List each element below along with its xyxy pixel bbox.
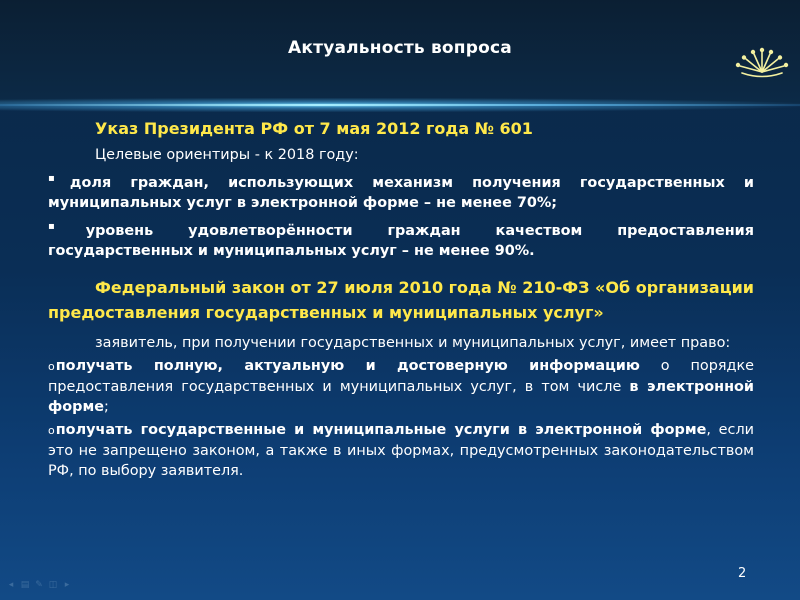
rights-item-bold: получать полную, актуальную и достоверную информацию: [55, 357, 640, 374]
options-icon[interactable]: ◫: [48, 580, 58, 590]
rights-item-text: о порядке предоставления государственных и муниципальных услуг, в том числе: [48, 357, 754, 395]
pen-icon[interactable]: ✎: [35, 580, 43, 590]
header-divider: [0, 104, 800, 106]
rights-item-text: ;: [104, 398, 109, 415]
page-number: 2: [738, 566, 747, 581]
logo-icon: [734, 42, 790, 82]
prev-slide-icon[interactable]: ◂: [8, 580, 14, 590]
bullet-square-icon: ▪: [48, 173, 69, 184]
bullet-text: доля граждан, использующих механизм получения государственных и муниципальных услуг в электронной форме – не менее 70%;: [48, 174, 755, 211]
slide-title: Актуальность вопроса: [288, 38, 512, 58]
rights-item: [48, 356, 754, 417]
applicant-rights-intro: заявитель, при получении государственных и муниципальных услуг, имеет право:: [95, 334, 731, 351]
slideshow-nav: [6, 580, 72, 590]
law-heading: Федеральный закон от 27 июля 2010 года № 210-ФЗ «Об организации предоставления государственных и муниципальных услуг»: [48, 277, 754, 322]
next-slide-icon[interactable]: ▸: [64, 580, 70, 590]
circle-bullet-icon: o: [48, 423, 55, 437]
targets-intro: Целевые ориентиры - к 2018 году:: [95, 147, 359, 163]
slide-content: [48, 114, 754, 481]
bullet-square-icon: ▪: [48, 220, 85, 232]
circle-bullet-icon: o: [48, 359, 55, 373]
rights-item-bold: получать государственные и муниципальные услуги в электронной форме: [55, 421, 707, 438]
bullet-item: [48, 169, 754, 213]
rights-item-text: , если это не запрещено законом, а также в иных формах, предусмотренных законодательством РФ, по выбору заявителя.: [48, 421, 754, 479]
decree-heading: Указ Президента РФ от 7 мая 2012 года № 601: [95, 119, 533, 138]
rights-item: [48, 420, 754, 481]
bullet-item: [48, 217, 754, 261]
slide-menu-icon[interactable]: ▤: [20, 580, 30, 590]
bullet-text: уровень удовлетворённости граждан качеством предоставления государственных и муниципальных услуг – не менее 90%.: [48, 222, 755, 259]
rights-item-bold: в электронной форме: [48, 378, 755, 415]
